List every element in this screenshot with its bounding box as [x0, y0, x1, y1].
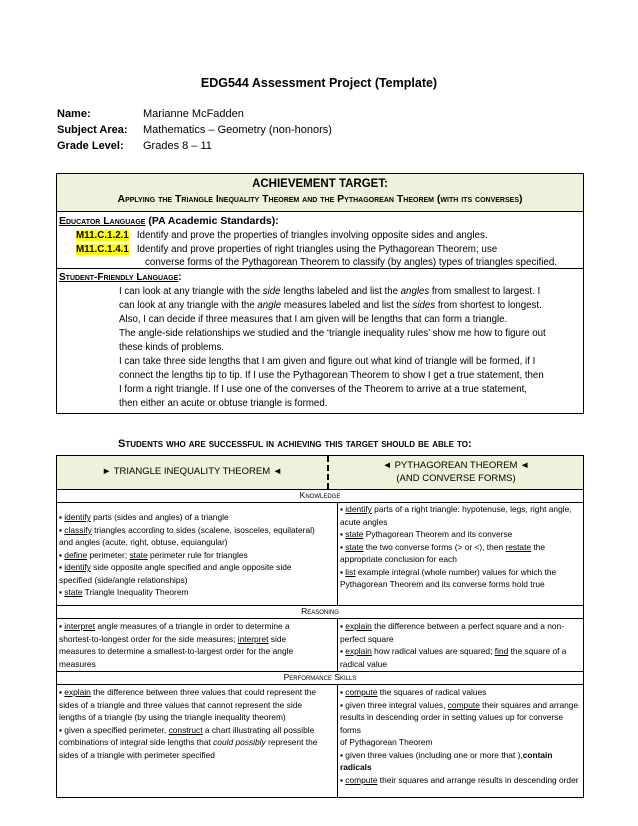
bullet-icon: ▪ — [340, 541, 346, 552]
bullet-icon: ▪ — [59, 562, 65, 572]
student-language-section — [57, 269, 583, 412]
student-language-line: I can take three side lengths that I am given and figure out what kind of triangle will be formed, if I — [119, 356, 536, 367]
achievement-target-subheading: Applying the Triangle Inequality Theorem and the Pythagorean Theorem (with its converses) — [117, 193, 523, 205]
achievement-target-header — [57, 174, 583, 212]
cell-line: ▪ interpret angle measures of a triangle in order to determine a — [59, 621, 290, 631]
bullet-icon: ▪ — [340, 749, 346, 760]
student-language-heading: Student-Friendly Language: — [59, 272, 182, 283]
student-language-line: I can look at any triangle with the side lengths labeled and list the angles from smallest to largest. I — [119, 286, 541, 297]
section-reasoning-heading: Reasoning — [57, 606, 583, 619]
achievement-target-heading: ACHIEVEMENT TARGET: — [252, 178, 388, 190]
cell-line: ▪ define perimeter; state perimeter rule for triangles — [59, 549, 248, 560]
cell-line: ▪ identify side opposite angle specified and angle opposite side — [59, 562, 292, 572]
bullet-icon: ▪ — [340, 529, 346, 539]
bullet-icon: ▪ — [59, 587, 65, 597]
reasoning-pythagorean — [340, 620, 580, 670]
bullet-icon: ▪ — [59, 512, 65, 522]
bullet-icon: ▪ — [59, 524, 65, 535]
cell-line: of Pythagorean Theorem — [340, 737, 433, 747]
performance-triangle-inequality — [59, 686, 335, 761]
cell-line: and angles (acute, right, obtuse, equiangular) — [59, 537, 228, 547]
bullet-icon: ▪ — [59, 549, 65, 560]
cell-line: measures — [59, 658, 96, 669]
cell-line: ▪ explain the difference between a perfect square and a non- — [340, 621, 564, 631]
student-language-line: connect the lengths tip to tip. If I use the Pythagorean Theorem to show I get a true statement, then — [119, 370, 544, 381]
meta-grade: Grade Level: Grades 8 – 11 — [57, 140, 212, 152]
standard-item: M11.C.1.4.1 Identify and prove properties of right triangles using the Pythagorean Theorem; use — [76, 244, 498, 255]
student-language-line: these kinds of problems. — [119, 342, 225, 353]
meta-name: Name: Marianne McFadden — [57, 108, 244, 120]
cell-line: ▪ identify parts (sides and angles) of a triangle — [59, 512, 229, 522]
section-reasoning-row — [57, 619, 583, 672]
cell-line: ▪ given three values (including one or more that ),contain radicals — [340, 749, 553, 772]
student-language-line: can look at any triangle with the angle measures labeled and list the sides from shortest to longest. — [119, 300, 542, 311]
cell-line: acute angles — [340, 516, 388, 527]
cell-line: Pythagorean Theorem and its converse forms hold true — [340, 579, 545, 589]
skills-table — [56, 455, 584, 798]
bullet-icon: ▪ — [340, 699, 346, 710]
section-performance-row — [57, 685, 583, 798]
cell-line: ▪ explain how radical values are squared; find the square of a — [340, 646, 567, 656]
cell-line: specified (side/angle relationships) — [59, 574, 188, 585]
section-performance-heading: Performance Skills — [57, 672, 583, 685]
student-language-line: Also, I can decide if three measures that I am given will be lengths that can form a triangle. — [119, 314, 508, 325]
cell-line: perfect square — [340, 633, 394, 644]
cell-line: ▪ identify parts of a right triangle: hypotenuse, legs, right angle, — [340, 504, 572, 514]
cell-line: sides of a triangle with perimeter specified — [59, 749, 215, 760]
bullet-icon: ▪ — [340, 774, 346, 785]
skills-table-header — [57, 456, 583, 490]
student-language-line: I form a right triangle. If I use one of the converses of the Theorem to arrive at a true statement, — [119, 384, 527, 395]
cell-line: ▪ given three integral values, compute their squares and arrange — [340, 699, 579, 710]
cell-line: ▪ compute their squares and arrange results in descending order — [340, 774, 579, 785]
bullet-icon: ▪ — [59, 621, 65, 631]
meta-subject: Subject Area: Mathematics – Geometry (non-honors) — [57, 124, 332, 136]
cell-line: measures to determine a smallest-to-largest order for the angle — [59, 646, 294, 656]
cell-line: ▪ classify triangles according to sides (scalene, isosceles, equilateral) — [59, 524, 315, 535]
student-language-line: then either an acute or obtuse triangle is formed. — [119, 398, 328, 409]
column-header-triangle-inequality: ► TRIANGLE INEQUALITY THEOREM ◄ — [101, 466, 283, 477]
section-knowledge-heading: Knowledge — [57, 490, 583, 503]
bullet-icon: ▪ — [59, 724, 65, 735]
document-title: EDG544 Assessment Project (Template) — [200, 76, 438, 90]
reasoning-triangle-inequality — [59, 620, 335, 670]
educator-language-section — [57, 212, 583, 269]
student-language-line: The angle-side relationships we studied and the ‘triangle inequality rules’ show me how to figure out — [119, 328, 546, 339]
cell-line: ▪ compute the squares of radical values — [340, 687, 487, 697]
bullet-icon: ▪ — [340, 566, 346, 577]
bullet-icon: ▪ — [340, 504, 346, 514]
section-knowledge-row — [57, 503, 583, 606]
cell-line: shortest-to-longest order for the side measures; interpret side — [59, 633, 287, 644]
cell-line: ▪ state Pythagorean Theorem and its converse — [340, 529, 513, 539]
achievement-target-box — [56, 173, 584, 414]
cell-line: ▪ explain the difference between three values that could represent the — [59, 687, 317, 697]
successful-heading: Students who are successful in achieving this target should be able to: — [118, 438, 472, 450]
cell-line: results in descending order in setting values up for converse forms — [340, 712, 563, 735]
cell-line: appropriate conclusion for each — [340, 554, 457, 564]
knowledge-triangle-inequality — [59, 511, 335, 599]
bullet-icon: ▪ — [340, 687, 346, 697]
performance-pythagorean — [340, 686, 580, 786]
cell-line: ▪ state the two converse forms (> or <), then restate the — [340, 541, 546, 552]
educator-language-heading: Educator Language (PA Academic Standards): — [59, 215, 279, 227]
cell-line: combinations of integral side lengths that could possibly represent the — [59, 737, 318, 747]
cell-line: lengths of a triangle (by using the triangle inequality theorem) — [59, 712, 286, 722]
student-language-text — [119, 285, 546, 411]
column-header-pythagorean: ◄ PYTHAGOREAN THEOREM ◄ (AND CONVERSE FORMS) — [382, 460, 530, 484]
bullet-icon: ▪ — [340, 621, 346, 631]
cell-line: ▪ given a specified perimeter, construct a chart illustrating all possible — [59, 724, 315, 735]
cell-line: ▪ state Triangle Inequality Theorem — [59, 587, 189, 597]
cell-line: radical value — [340, 658, 388, 669]
bullet-icon: ▪ — [340, 646, 346, 656]
cell-line: ▪ list example integral (whole number) values for which the — [340, 566, 557, 577]
knowledge-pythagorean — [340, 503, 580, 591]
bullet-icon: ▪ — [59, 687, 65, 697]
standard-item-continuation: converse forms of the Pythagorean Theorem to classify (by angles) types of triangles specified. — [145, 257, 558, 268]
cell-line: sides of a triangle and three values that cannot represent the side — [59, 699, 303, 710]
standard-item: M11.C.1.2.1 Identify and prove the properties of triangles involving opposite sides and angles. — [76, 230, 488, 241]
